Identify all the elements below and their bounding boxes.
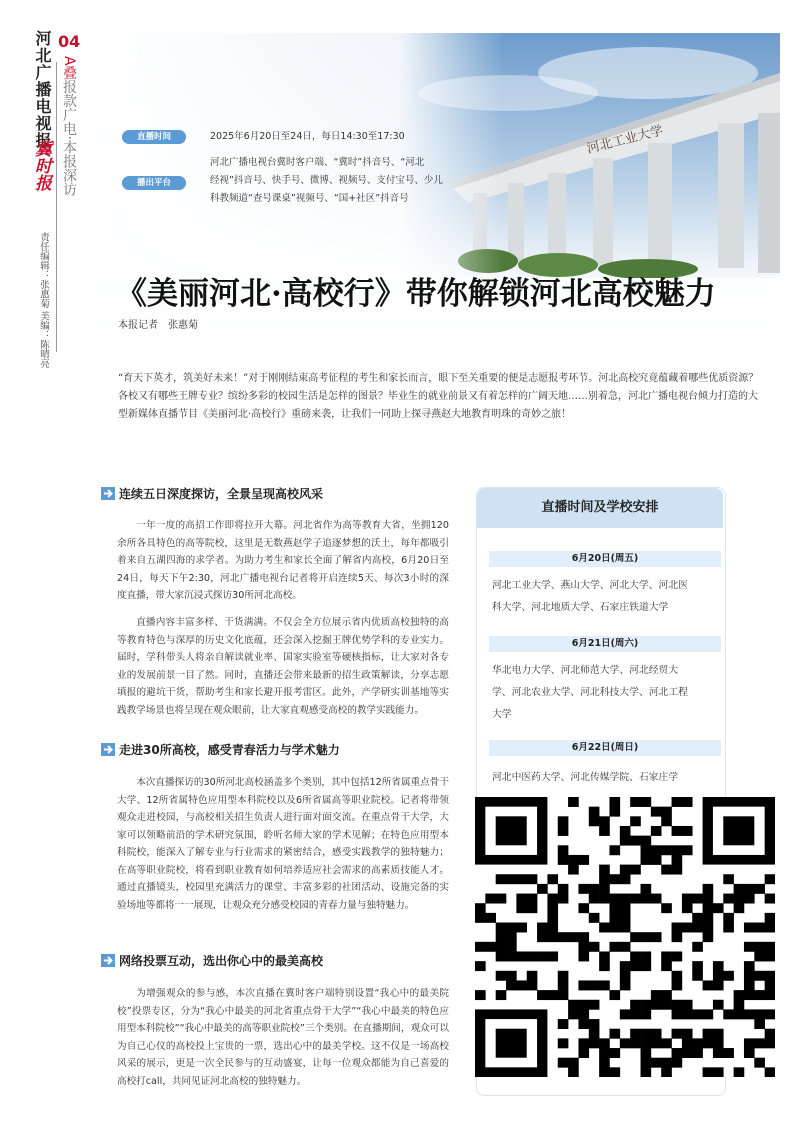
qr-code-icon[interactable] [475, 797, 775, 1077]
schedule-day-schools [492, 767, 720, 789]
brand-script: 冀时报 [31, 140, 51, 191]
schedule-line: 华北电力大学、河北师范大学、河北经贸大 [492, 665, 679, 676]
platform-line: 经视”抖音号、快手号、微博、视频号、支付宝号、少儿 [210, 175, 443, 186]
section-name: A叠 [61, 56, 77, 80]
section-arrow-icon [101, 954, 115, 967]
section-heading-text: 连续五日深度探访，全景呈现高校风采 [119, 487, 324, 501]
headline: 《美丽河北·高校行》带你解锁河北高校魅力 [116, 276, 716, 312]
article-paragraph: 本次直播探访的30所河北高校涵盖多个类别，其中包括12所省属重点骨干大学、12所省属特色应用型本科院校以及6所省属高等职业院校。记者将带领观众走进校园，与高校相关招生负责人进行面对面交流。在重点骨干大学，大家可以领略前沿的学术研究氛围，聆听名师大家的学术见解；在特色应用型本科院校，能深入了解专业与行业需求的紧密结合，感受实践教学的独特魅力；在高等职业院校，将看到职业教育如何培养适应社会需求的高素质技能人才。通过直播镜头，校园里充满活力的课堂、丰富多彩的社团活动、设施完备的实验场地等都将一一展现，让观众充分感受校园的青春力量与独特魅力。 [117, 777, 449, 911]
section-arrow-icon [101, 743, 115, 756]
schedule-line: 学、河北农业大学、河北科技大学、河北工程 [492, 687, 688, 698]
schedule-day-date: 6月21日(周六) [489, 636, 721, 652]
live-time: 2025年6月20日至24日，每日14:30至17:30 [210, 131, 405, 142]
intro-paragraph: “育天下英才，筑美好未来！”对于刚刚结束高考征程的考生和家长而言，眼下至关重要的便是志愿报考环节。河北高校究竟蕴藏着哪些优质资源？各校又有哪些王牌专业？缤纷多彩的校园生活是怎样的图景？毕业生的就业前景又有着怎样的广阔天地……别着急，河北广播电视台倾力打造的大型新媒体直播节目《美丽河北·高校行》重磅来袭，让我们一同助上探寻燕赵大地教育明珠的奇妙之旅！ [118, 373, 759, 420]
section-heading-text: 网络投票互动，选出你心中的最美高校 [119, 954, 324, 968]
article-paragraph: 一年一度的高招工作即将拉开大幕。河北省作为高等教育大省，坐拥120余所各具特色的高等院校，这里是无数燕赵学子追逐梦想的沃土，每年都吸引着来自五湖四海的求学者。为助力考生和家长全面了解省内高校，6月20日至24日，每天下午2:30，河北广播电视台记者将开启连续5天、每次3小时的深度直播，带大家沉浸式探访30所河北高校。 [117, 520, 449, 601]
paper-name: 河北广播电视报 [33, 30, 52, 149]
schedule-title: 直播时间及学校安排 [477, 488, 723, 528]
platform-line: 河北广播电视台冀时客户端、“冀时”抖音号、“河北 [210, 157, 425, 168]
section-heading [101, 741, 340, 759]
masthead-divider [56, 62, 57, 352]
section-heading-text: 走进30所高校，感受青春活力与学术魅力 [119, 743, 340, 757]
section-heading [101, 952, 323, 970]
section-heading [101, 485, 323, 503]
schedule-day-date: 6月20日(周五) [489, 551, 721, 567]
article-paragraph: 直播内容丰富多样、干货满满。不仅会全方位展示省内优质高校独特的高等教育特色与深厚的历史文化底蕴，还会深入挖掘王牌优势学科的专业实力。届时，学科带头人将亲自解读就业率、国家实验室等硬核指标，让大家对各专业的发展前景一目了然。同时，直播还会带来最新的招生政策解读，分享志愿填报的避坑干货，帮助考生和家长避开报考雷区。此外，产学研实训基地等实践教学场景也将呈现在观众眼前，让大家直观感受高校的教学实践能力。 [117, 617, 449, 716]
platform-line: 科教频道“查号课桌”视频号、“国+社区”抖音号 [210, 193, 409, 204]
schedule-line: 河北工业大学、燕山大学、河北大学、河北医 [492, 580, 688, 591]
platform-label: 播出平台 [122, 176, 186, 190]
editor-credits: 责任编辑：张惠菊 美编：陈晴亮 [38, 232, 49, 369]
schedule-line: 科大学、河北地质大学、石家庄铁道大学 [492, 602, 669, 613]
section-arrow-icon [101, 487, 115, 500]
section-tag [60, 56, 78, 196]
platform-list [210, 154, 450, 208]
schedule-day-schools [492, 660, 720, 726]
section-subtitle: 报款广电·本报深访 [61, 79, 77, 197]
schedule-day-date: 6月22日(周日) [489, 740, 721, 756]
live-time-label: 直播时间 [122, 130, 186, 144]
schedule-line: 河北中医药大学、河北传媒学院、石家庄学 [492, 772, 679, 783]
page-number: 04 [58, 32, 81, 51]
article-paragraph: 为增强观众的参与感，本次直播在冀时客户端特别设置“我心中的最美院校”投票专区，分为“我心中最美的河北省重点骨干大学”“我心中最美的特色应用型本科院校”“我心中最美的高等职业院校”三个类别。在直播期间，观众可以为自己心仪的高校投上宝贵的一票，选出心中的最美学校。这不仅是一场高校风采的展示，更是一次全民参与的互动盛宴，让每一位观众都能为自己喜爱的高校打call，共同见证河北高校的独特魅力。 [117, 988, 449, 1087]
schedule-day-schools [492, 575, 720, 619]
schedule-line: 大学 [492, 709, 512, 720]
byline: 本报记者 张惠菊 [118, 320, 198, 331]
